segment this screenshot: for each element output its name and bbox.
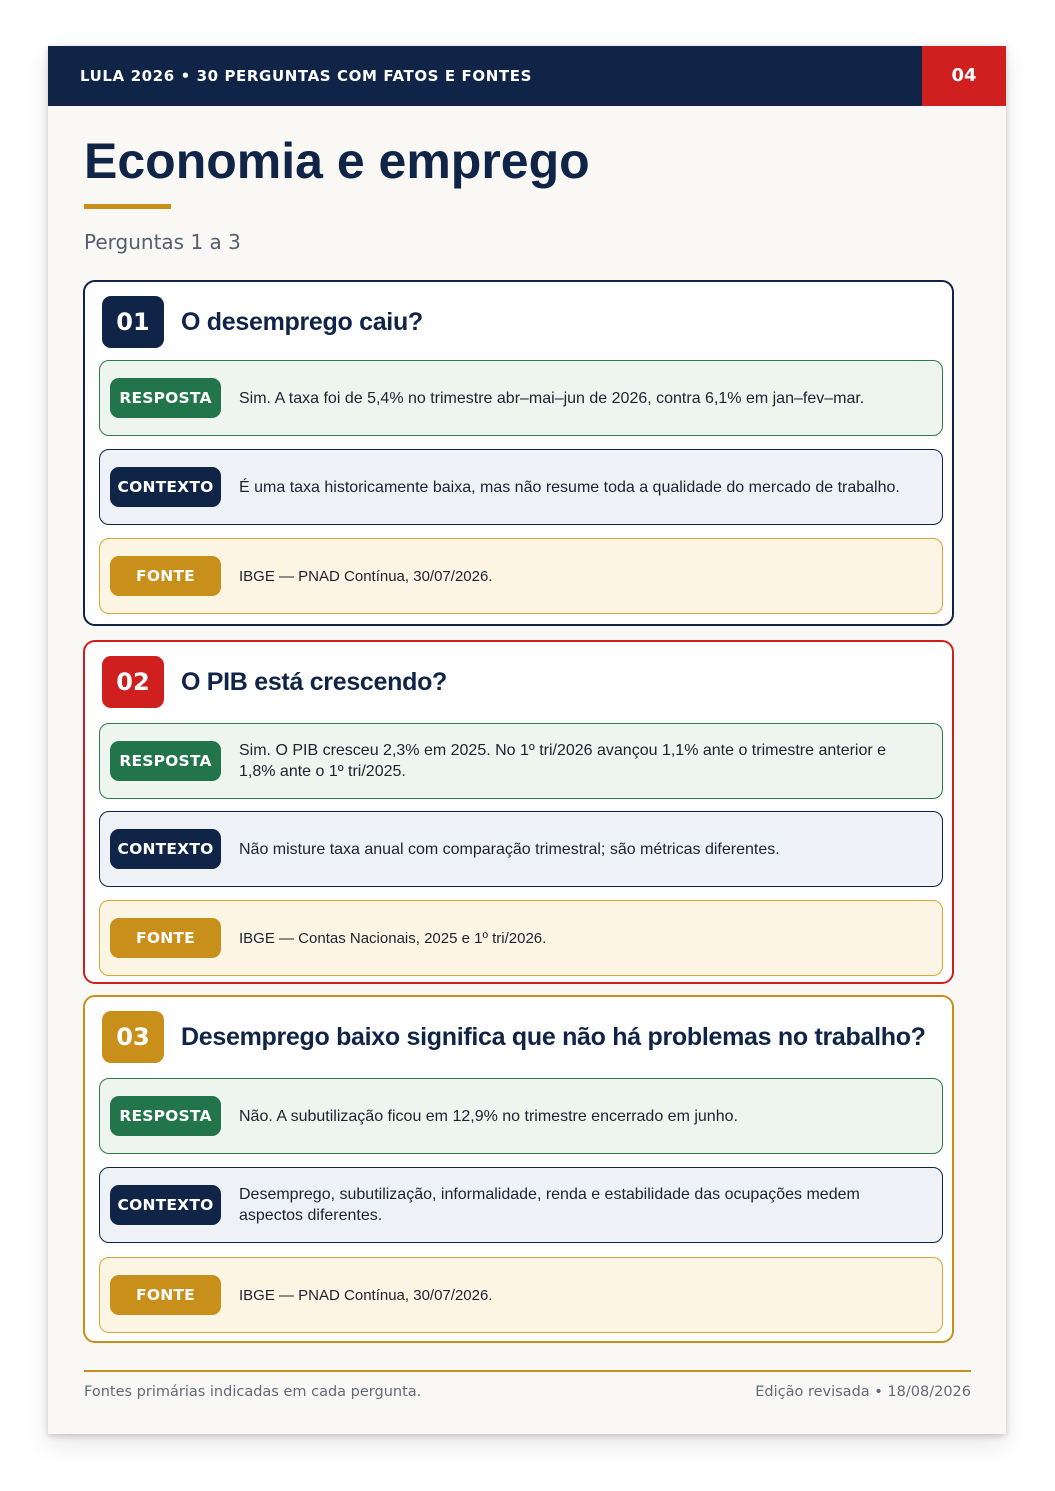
question-text: O PIB está crescendo? — [181, 668, 448, 696]
context-text: Não misture taxa anual com comparação trimestral; são métricas diferentes. — [239, 840, 780, 858]
answer-label: RESPOSTA — [110, 741, 221, 781]
context-label: CONTEXTO — [110, 467, 221, 507]
answer-text: Sim. A taxa foi de 5,4% no trimestre abr–mai–jun de 2026, contra 6,1% em jan–fev–mar. — [239, 389, 865, 407]
answer-text: Sim. O PIB cresceu 2,3% em 2025. No 1º tri/2026 avançou 1,1% ante o trimestre anterior e 1,8% ante o 1º tri/2025. — [239, 742, 887, 780]
question-number-badge: 01 — [102, 296, 164, 348]
source-text: IBGE — Contas Nacionais, 2025 e 1º tri/2026. — [239, 929, 547, 947]
section-title: Economia e emprego — [84, 133, 590, 189]
footer-edition: Edição revisada • 18/08/2026 — [755, 1384, 971, 1400]
header-bar — [48, 46, 1006, 106]
context-row — [99, 1167, 943, 1243]
question-text: O desemprego caiu? — [181, 308, 423, 336]
context-row — [99, 811, 943, 887]
question-card-3 — [83, 995, 954, 1343]
question-card-2 — [83, 640, 954, 984]
answer-row — [99, 360, 943, 436]
context-text: Desemprego, subutilização, informalidade, renda e estabilidade das ocupações medem aspectos diferentes. — [239, 1186, 860, 1224]
answer-row — [99, 1078, 943, 1154]
context-label: CONTEXTO — [110, 1185, 221, 1225]
header-title: LULA 2026 • 30 PERGUNTAS COM FATOS E FONTES — [80, 67, 532, 85]
question-number-badge: 03 — [102, 1011, 164, 1063]
source-label: FONTE — [110, 556, 221, 596]
answer-text: Não. A subutilização ficou em 12,9% no trimestre encerrado em junho. — [239, 1107, 738, 1125]
title-underline — [84, 204, 171, 209]
answer-label: RESPOSTA — [110, 1096, 221, 1136]
source-row — [99, 900, 943, 976]
source-row — [99, 538, 943, 614]
context-text: É uma taxa historicamente baixa, mas não resume toda a qualidade do mercado de trabalho. — [239, 478, 900, 496]
source-text: IBGE — PNAD Contínua, 30/07/2026. — [239, 567, 493, 585]
question-card-1 — [83, 280, 954, 626]
question-text: Desemprego baixo significa que não há problemas no trabalho? — [181, 1023, 926, 1051]
context-row — [99, 449, 943, 525]
section-subtitle: Perguntas 1 a 3 — [84, 230, 241, 254]
answer-row — [99, 723, 943, 799]
footer-note: Fontes primárias indicadas em cada pergunta. — [84, 1384, 422, 1400]
page-number: 04 — [922, 46, 1006, 106]
source-label: FONTE — [110, 918, 221, 958]
answer-label: RESPOSTA — [110, 378, 221, 418]
page — [48, 46, 1006, 1434]
context-label: CONTEXTO — [110, 829, 221, 869]
source-label: FONTE — [110, 1275, 221, 1315]
source-row — [99, 1257, 943, 1333]
source-text: IBGE — PNAD Contínua, 30/07/2026. — [239, 1286, 493, 1304]
question-number-badge: 02 — [102, 656, 164, 708]
footer-divider — [84, 1370, 971, 1372]
